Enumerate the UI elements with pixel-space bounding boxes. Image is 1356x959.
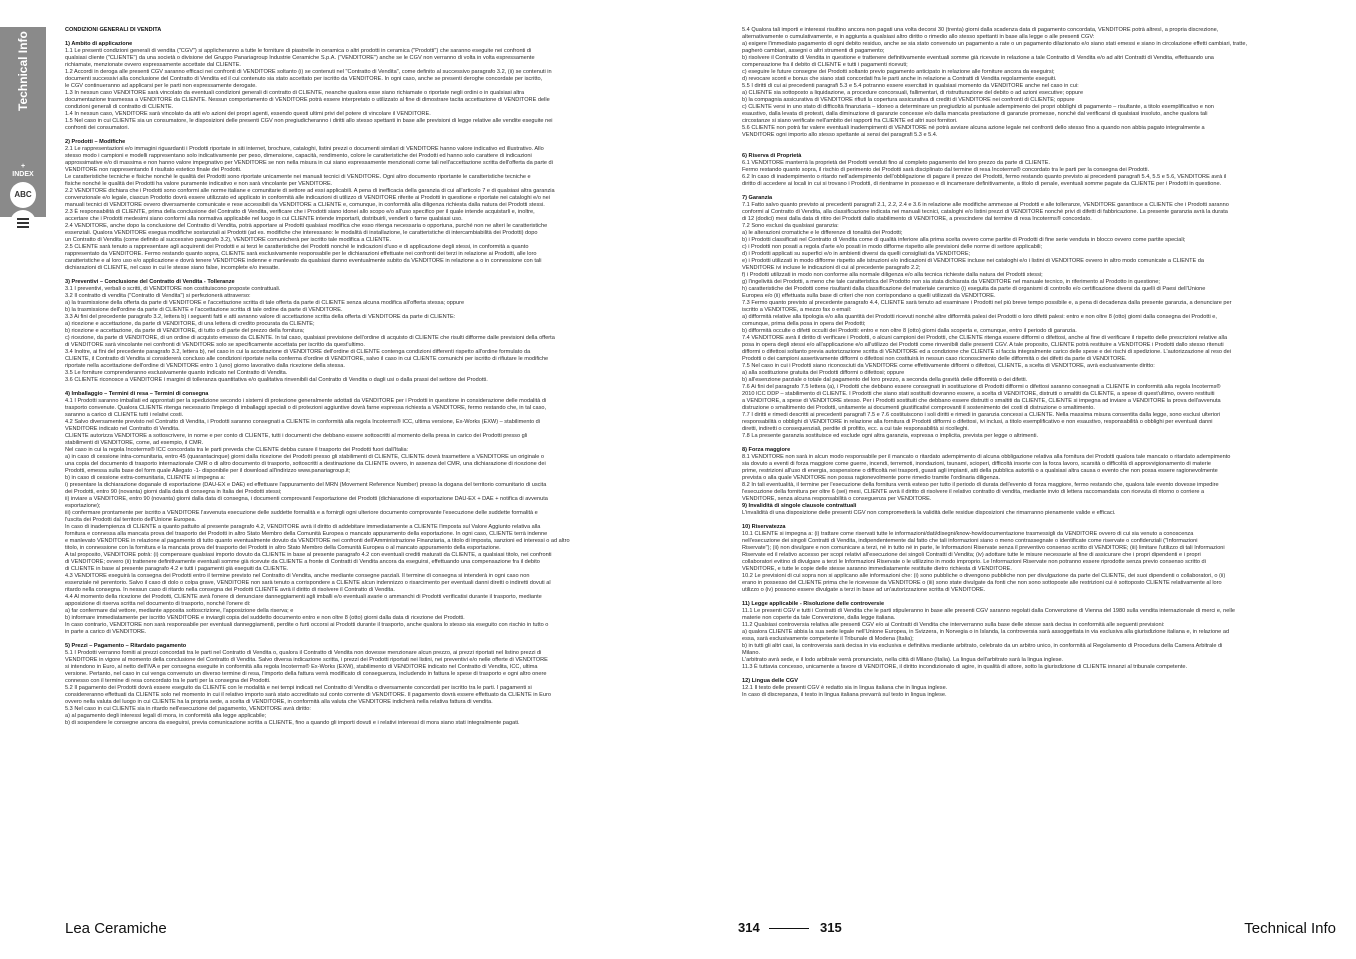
- body-line: 11.1 Le presenti CGV e tutti i Contratti di Vendita che le parti stipuleranno in base alle presenti CGV saranno regolati dalla Convenzione di Vienna del 1980 sulla vendita internazionale di merci e, nelle: [742, 608, 1235, 614]
- section-heading: 3) Preventivi – Conclusione del Contratto di Vendita - Tolleranze: [65, 279, 235, 285]
- body-line: 1.2 Accordi in deroga alle presenti CGV saranno efficaci nei confronti di VENDITORE soltanto (i) se contenuti nel "Contratto di Vendita", come definito al successivo paragrafo 3.2, (ii) se contenuti in: [65, 69, 552, 75]
- body-line: L'arbitrato avrà sede, e il lodo arbitrale verrà pronunciato, nella città di Milano (Italia). La lingua dell'arbitrato sarà la lingua inglese.: [742, 657, 1064, 663]
- body-line: b) difformità occulte o difetti occulti dei Prodotti: entro e non oltre 8 (otto) giorni dalla scoperta e, comunque, entro il periodo di garanzia.: [742, 328, 1077, 334]
- body-line: rappresentato da VENDITORE. Fermo restando quanto sopra, CLIENTE sarà esclusivamente responsabile per le dichiarazioni effettuate nei confronti dei terzi in relazione ai Prodotti, alle loro: [65, 251, 537, 257]
- body-line: utilizzo o (iv) possono essere divulgate a terzi in base ad un'autorizzazione scritta di VENDITORE.: [742, 587, 986, 593]
- body-line: c) ricezione, da parte di VENDITORE, di un ordine di acquisto emesso da CLIENTE. In tal caso, qualsiasi previsione dell'ordine di acquisto di CLIENTE che risulti difforme dalle previsioni della offerta: [65, 335, 555, 341]
- left-column-text: [65, 27, 655, 727]
- body-line: riportate nella accettazione dell'ordine di VENDITORE entro 1 (uno) giorno lavorativo dalla ricezione della stessa.: [65, 363, 345, 369]
- body-line: posa in opera degli stessi e/o all'applicazione e/o all'utilizzo dei Prodotti come rinvenibili dalle presenti CGV. A tale proposito, CLIENTE potrà restituire a VENDITORE i Prodotti dallo stesso ritenuti: [742, 342, 1224, 348]
- body-line: richiamate, menzionate ovvero espressamente accettate dal CLIENTE.: [65, 62, 241, 68]
- body-line: 5.6 CLIENTE non potrà far valere eventuali inadempimenti di VENDITORE né potrà avviare alcuna azione legale nei confronti dello stesso fino a quando non abbia pagato integralmente a: [742, 125, 1205, 131]
- body-line: 5.2 Il pagamento dei Prodotti dovrà essere eseguito da CLIENTE con le modalità e nei tempi indicati nel Contratto di Vendita o diversamente concordati per iscritto tra le parti. I pagamenti si: [65, 685, 532, 691]
- page-number-right: 315: [820, 920, 842, 935]
- body-line: di 12 (dodici) mesi dalla data di ritiro dei Prodotti dallo stabilimento di VENDITORE, a prescindere dal termine di resa Incoterms® concordato.: [742, 216, 1092, 222]
- body-line: una copia del documento di trasporto internazionale CMR o di altro documento di trasporto, sottoscritti a destinazione da CLIENTE ovvero, in assenza del CMR, una dichiarazione di ricezione dei: [65, 461, 546, 467]
- body-line: 7.4 VENDITORE avrà il diritto di verificare i Prodotti, o alcuni campioni dei Prodotti, che CLIENTE ritenga essere difformi o difettosi, anche al fine di verificare il rispetto delle prescrizioni relative alla: [742, 335, 1228, 341]
- body-line: di CLIENTE in base al presente paragrafo 4.2 e tutti i pagamenti già eseguiti da CLIENTE.: [65, 566, 289, 572]
- body-line: pagherò cambiari, assegni o altri strumenti di pagamento;: [742, 48, 885, 54]
- section-name: Technical Info: [1244, 920, 1336, 937]
- body-line: 8.2 In tali eventualità, il termine per l'esecuzione della fornitura verrà esteso per tutto il periodo di durata dell'evento di forza maggiore, fermo restando che, qualora tale evento dovesse impedire: [742, 482, 1219, 488]
- section-heading: 6) Riserva di Proprietà: [742, 153, 802, 159]
- body-line: f) i Prodotti utilizzati in modo non conforme alla normale diligenza e/o alla tecnica richieste dalla natura dei Prodotti stessi;: [742, 272, 1043, 278]
- body-line: b) di sospendere le consegne ancora da eseguirsi, previa comunicazione scritta a CLIENTE, fino a quando gli importi dovuti e i relativi interessi di mora siano stati integralmente pagati.: [65, 720, 520, 726]
- body-line: h) caratteristiche dei Prodotti come risultanti dalla classificazione del materiale ceramico (i) eseguita da parte di organismi di controllo e/o certificazione diversi da quelli di Paesi dell'Unione: [742, 286, 1206, 292]
- body-line: 1.1 Le presenti condizioni generali di vendita ("CGV") si applicheranno a tutte le forniture di piastrelle in ceramica o altri prodotti in ceramica ("Prodotti") che saranno eseguite nei confronti di: [65, 48, 532, 54]
- body-line: compensazione fra il debito di CLIENTE e tutti i pagamenti ricevuti;: [742, 62, 908, 68]
- body-line: un Contratto di Vendita (come definito al successivo paragrafo 3.2), VENDITORE comunicherà per iscritto tale modifica a CLIENTE.: [65, 237, 392, 243]
- body-line: 3.1 I preventivi, verbali o scritti, di VENDITORE non costituiscono proposte contrattuali.: [65, 286, 281, 292]
- body-line: ritardo nella consegna. In nessun caso di ritardo nella consegna dei Prodotti CLIENTE avrà il diritto di risolvere il Contratto di Vendita.: [65, 587, 395, 593]
- body-line: VENDITORE non rappresentando il risultato estetico finale dei Prodotti.: [65, 167, 242, 173]
- body-line: 12.1 Il testo delle presenti CGV è redatto sia in lingua italiana che in lingua inglese.: [742, 685, 948, 691]
- paragraph-spacer: [65, 34, 655, 41]
- body-line: L'invalidità di una disposizione delle presenti CGV non comprometterà la validità delle residue disposizioni che rimarranno pienamente valide e efficaci.: [742, 510, 1116, 516]
- body-line: l'esecuzione della fornitura per oltre 6 (sei) mesi, CLIENTE avrà il diritto di risolvere il relativo contratto di vendita, mediante invio di lettera raccomandata con ricevuta di ritorno o corriere a: [742, 489, 1205, 495]
- body-line: 5.5 I diritti di cui ai precedenti paragrafi 5.3 e 5.4 potranno essere esercitati in qualsiasi momento da VENDITORE anche nel caso in cui:: [742, 83, 1079, 89]
- body-line: erano in possesso del CLIENTE prima che le ricevesse da VENDITORE o (iii) sono state divulgate da fonti che non sono sottoposte alle restrizioni cui è sottoposto CLIENTE relativamente al loro: [742, 580, 1222, 586]
- body-line: diretti, indiretti o consequenziali, perdite di profitto, ecc. a cui tale responsabilità si ricolleghi.: [742, 426, 969, 432]
- body-line: iscritto a VENDITORE, a mezzo fax o email:: [742, 307, 852, 313]
- body-line: e manlevato VENDITORE in relazione al pagamento di tutto quanto eventualmente dovuto da VENDITORE nei confronti dell'Amministrazione Finanziaria, a titolo di imposta, sanzioni ed interessi o ad altro: [65, 538, 570, 544]
- section-heading: 2) Prodotti – Modifiche: [65, 139, 126, 145]
- body-line: caratteristiche e al loro uso e/o applicazione e dovrà tenere VENDITORE indenne e manlevato da qualsiasi danno eventualmente subito da VENDITORE in relazione a o in connessione con tali: [65, 258, 542, 264]
- body-line: d) revocare sconti e bonus che siano stati concordati fra le parti anche in relazione a Contratti di Vendita regolarmente eseguiti.: [742, 76, 1057, 82]
- body-line: 1.4 In nessun caso, VENDITORE sarà vincolato da atti e/o azioni dei propri agenti, essendo questi ultimi privi del potere di vincolare il VENDITORE.: [65, 111, 431, 117]
- body-line: esportazione);: [65, 503, 101, 509]
- body-line: di VENDITORE; ovvero (ii) trattenere definitivamente eventuali somme già ricevute da CLIENTE a fronte di Contratti di Vendita ancora da eseguirsi, effettuando una compensazione fra il debito: [65, 559, 540, 565]
- section-heading: 12) Lingua delle CGV: [742, 678, 798, 684]
- body-line: VENDITORE in vigore al momento della conclusione del Contratto di Vendita. Salvo diversa indicazione scritta, i prezzi dei Prodotti riportati nei listini, nei preventivi e/o nelle offerte di VENDITORE: [65, 657, 548, 663]
- body-line: 5.3 Nel caso in cui CLIENTE sia in ritardo nell'esecuzione del pagamento, VENDITORE avrà diritto:: [65, 706, 311, 712]
- body-line: b) all'esenzione parziale o totale dal pagamento del loro prezzo, a seconda della gravità delle difformità o dei difetti.: [742, 377, 1028, 383]
- section-heading: 8) Forza maggiore: [742, 447, 791, 453]
- body-line: 7.3 Fermo quanto previsto al precedente paragrafo 4.4, CLIENTE sarà tenuto ad esaminare i Prodotti nel più breve tempo possibile e, a pena di decadenza dalla presente garanzia, a denunciare per: [742, 300, 1232, 306]
- body-line: VENDITORE, senza alcuna responsabilità o conseguenza per VENDITORE.: [742, 496, 932, 502]
- paragraph-spacer: [742, 139, 1337, 146]
- body-line: Nel caso in cui la regola Incoterms® ICC concordata tra le parti preveda che CLIENTE debba curare il trasporto dei Prodotti fuori dall'Italia:: [65, 447, 409, 453]
- body-line: fisiche nonché le qualità dei Prodotti ha valore puramente indicativo e non sarà vincolante per VENDITORE.: [65, 181, 333, 187]
- body-line: b) informare immediatamente per iscritto VENDITORE e inviargli copia del suddetto documento entro e non oltre 8 (otto) giorni dalla data di ricezione dei Prodotti.: [65, 615, 465, 621]
- body-line: a VENDITORE, a spese di VENDITORE stesso. Per i Prodotti sostituiti che debbano essere distrutti o smaltiti da CLIENTE, CLIENTE si impegna ad inviare a VENDITORE la prova dell'avvenuta: [742, 398, 1221, 404]
- body-line: a) ricezione e accettazione, da parte di VENDITORE, di una lettera di credito procurata da CLIENTE;: [65, 321, 315, 327]
- body-line: 2.4 VENDITORE, anche dopo la conclusione del Contratto di Vendita, potrà apportare ai Prodotti qualsiasi modifica che esso ritenga necessaria o opportuna, purché non ne alteri le caratteristiche: [65, 223, 548, 229]
- body-line: CLIENTE, il Contratto di Vendita si considererà concluso alle condizioni riportate nella conferma d'ordine di VENDITORE, salvo il caso in cui CLIENTE comunichi per iscritto di rifiutare le modifiche: [65, 356, 549, 362]
- body-line: Prodotti, emessa sulla base del form quale Allegato -1- disponibile per il download all'indirizzo www.panariagroup.it;: [65, 468, 351, 474]
- body-line: b) la compagnia assicurativa di VENDITORE rifiuti la copertura assicurativa di crediti di VENDITORE nei confronti di CLIENTE; oppure: [742, 97, 1075, 103]
- body-line: ovvero nella valuta del luogo in cui CLIENTE ha la propria sede, a scelta di VENDITORE, in conformità alla valuta che VENDITORE indicherà nella relativa fattura di vendita.: [65, 699, 493, 705]
- body-line: approssimative e/o di massima e non hanno valore impegnativo per VENDITORE se non nella misura in cui siano espressamente menzionati come tali nell'accettazione scritta dell'offerta da parte di: [65, 160, 553, 166]
- body-line: 2.2 VENDITORE dichiara che i Prodotti sono conformi alle norme italiane e comunitarie di settore ad essi applicabili. A pena di inefficacia della garanzia di cui all'articolo 7 e di qualsiasi altra garanzia: [65, 188, 555, 194]
- body-line: alternativamente o cumulativamente, e in aggiunta a qualsiasi altro diritto o rimedio allo stesso spettanti in base alla legge o alle presenti CGV:: [742, 34, 1095, 40]
- page-number-left: 314: [738, 920, 760, 935]
- body-line: VENDITORE ivi incluse le indicazioni di cui al precedente paragrafo 2.2;: [742, 265, 921, 271]
- body-line: 8.1 VENDITORE non sarà in alcun modo responsabile per il mancato o ritardato adempimento di alcuna obbligazione relativa alla fornitura dei Prodotti qualora tale mancato o ritardato adempimento: [742, 454, 1231, 460]
- body-line: 7.1 Fatto salvo quanto previsto ai precedenti paragrafi 2.1, 2.2, 2.4 e 3.6 in relazione alle modifiche ammesse ai Prodotti e alle tolleranze, VENDITORE garantisce a CLIENTE che i Prodotti saranno: [742, 202, 1229, 208]
- section-heading: 4) Imballaggio – Termini di resa – Termini di consegna: [65, 391, 209, 397]
- body-line: dei Prodotti, entro 90 (novanta) giorni dalla data di consegna in Italia dei Prodotti stessi;: [65, 489, 282, 495]
- body-line: conformi al Contratto di Vendita, alla classificazione indicata nei manuali tecnici, cataloghi e/o listini prezzi di VENDITORE nonché privi di difetti di fabbricazione. La presente garanzia avrà la durata: [742, 209, 1228, 215]
- section-heading: 9) Invalidità di singole clausole contrattuali: [742, 503, 857, 509]
- body-line: versione. Pertanto, nel caso in cui venga convenuto un diverso termine di resa, l'importo della fattura verrà modificato di conseguenza, includendo in fattura le spese di trasporto e ogni altro onere: [65, 671, 547, 677]
- body-line: VENDITORE, e tutte le copie delle stesse saranno immediatamente restituite dietro richiesta di VENDITORE.: [742, 566, 1012, 572]
- body-line: 1.5 Nel caso in cui CLIENTE sia un consumatore, le disposizioni delle presenti CGV non pregiudicheranno i diritti allo stesso spettanti in base alle previsioni di legge relative alle vendite eseguite nei: [65, 118, 553, 124]
- body-line: 7.8 La presente garanzia sostituisce ed esclude ogni altra garanzia, espressa o implicita, prevista per legge o altrimenti.: [742, 433, 1039, 439]
- body-line: a) alla sostituzione gratuita dei Prodotti difformi o difettosi; oppure: [742, 370, 905, 376]
- brand-name: Lea Ceramiche: [65, 920, 167, 937]
- body-line: g) l'ingelività dei Prodotti, a meno che tale caratteristica del Prodotto non sia stata dichiarata da VENDITORE nel manuale tecnico, in riferimento al Prodotto in questione;: [742, 279, 1160, 285]
- technical-info-tab: [0, 27, 46, 217]
- paragraph-spacer: [742, 440, 1337, 447]
- menu-button[interactable]: [10, 210, 36, 236]
- body-line: 5.1 I Prodotti verranno forniti ai prezzi concordati tra le parti nel Contratto di Vendita o, qualora il Contratto di Vendita non dovesse menzionare alcun prezzo, ai prezzi riportati nel listino prezzi di: [65, 650, 542, 656]
- body-line: 2.5 CLIENTE sarà tenuto a rappresentare agli acquirenti dei Prodotti e ai terzi le caratteristiche dei Prodotti nonché le indicazioni d'uso e di applicazione degli stessi, in conformità a quanto: [65, 244, 529, 250]
- body-line: Europea e/o (ii) effettuata sulla base di criteri che non corrispondano a quelli utilizzati da VENDITORE.: [742, 293, 996, 299]
- body-line: prevista o alla quale VENDITORE non possa ragionevolmente porre rimedio tramite l'ordinaria diligenza.: [742, 475, 1001, 481]
- section-heading: 7) Garanzia: [742, 195, 773, 201]
- body-line: 6.2 In caso di inadempimento o ritardo nell'adempimento dell'obbligazione di pagare il prezzo dei Prodotti, fermo restando quanto previsto ai precedenti paragrafi 5.4, 5.5 e 5.6, VENDITORE avrà il: [742, 174, 1227, 180]
- body-line: 4.4 Al momento della ricezione dei Prodotti, CLIENTE avrà l'onere di denunciare danneggiamenti agli imballi e/o eventuali avarie o ammanchi di Prodotti verificatisi durante il trasporto, mediante: [65, 594, 542, 600]
- body-line: a) difformità relative alla tipologia e/o alla quantità dei Prodotti ricevuti nonché altre difformità palesi dei Prodotti o loro difetti palesi: entro e non oltre 8 (otto) giorni dalla consegna dei Prodotti e,: [742, 314, 1217, 320]
- section-heading: 11) Legge applicabile - Risoluzione delle controversie: [742, 601, 885, 607]
- body-line: nell'esecuzione dei singoli Contratti di Vendita, indipendentemente dal fatto che tali informazioni siano o meno contrassegnate o identificate come riservate o confidenziali ("Informazioni: [742, 538, 1198, 544]
- body-line: In caso di inadempienza di CLIENTE a quanto pattuito al presente paragrafo 4.2, VENDITORE avrà il diritto di addebitare immediatamente a CLIENTE l'imposta sul Valore Aggiunto relativa alla: [65, 524, 541, 530]
- body-line: documenti successivi alla conclusione del Contratto di Vendita ed il cui contenuto sia stato accettato per iscritto da VENDITORE. In ogni caso, anche se presenti deroghe concordate per iscritto,: [65, 76, 543, 82]
- body-line: 1.3 In nessun caso VENDITORE sarà vincolato da eventuali condizioni generali di contratto di CLIENTE, neanche qualora esse siano richiamate o riportate negli ordini o in qualsiasi altra: [65, 90, 525, 96]
- body-line: 11.2 Qualsiasi controversia relativa alle presenti CGV e/o ai Contratti di Vendita che interverranno sulla base delle stesse sarà decisa in conformità alle seguenti previsioni:: [742, 622, 1165, 628]
- body-line: essa, sarà esclusivamente competente il Tribunale di Modena (Italia);: [742, 636, 914, 642]
- body-line: 7.6 Ai fini del paragrafo 7.5 lettera (a), i Prodotti che debbano essere consegnati in sostituzione di Prodotti difformi o difettosi saranno consegnati a CLIENTE in conformità alla regola Incoterms®: [742, 384, 1221, 390]
- body-line: 7.5 Nel caso in cui i Prodotti siano riconosciuti da VENDITORE come effettivamente difformi o difettosi, CLIENTE, a scelta di VENDITORE, avrà esclusivamente diritto:: [742, 363, 1155, 369]
- body-line: titolo, in connessione con la fornitura e la mancata prova del trasporto dei Prodotti in altro Stato Membro della Comunità Europea o al mancato appuramento della esportazione.: [65, 545, 501, 551]
- body-line: 4.1 I Prodotti saranno imballati ed approntati per la spedizione secondo i sistemi di protezione generalmente adottati da VENDITORE per i Prodotti in questione in considerazione delle modalità di: [65, 398, 547, 404]
- body-line: prime, restrizioni all'uso di energia, sospensione o difficoltà nei trasporti, guasti agli impianti, atti della pubblica autorità o a qualsiasi altra causa o evento che non possa essere ragionevolmente: [742, 468, 1218, 474]
- body-line: b) la trasmissione dell'ordine da parte di CLIENTE e l'accettazione scritta di tale ordine da parte di VENDITORE.: [65, 307, 343, 313]
- body-line: apposizione di riserva scritta nel documento di trasporto, nonché l'onere di:: [65, 601, 251, 607]
- body-line: Riservate"); (ii) non divulgare e non comunicare a terzi, né in tutto né in parte, le Informazioni Riservate senza il preventivo consenso scritto di VENDITORE; (iii) limitare l'utilizzo di tali Informazioni: [742, 545, 1225, 551]
- body-line: considereranno effettuati da CLIENTE solo nel momento in cui il relativo importo sarà stato accreditato sul conto corrente di VENDITORE. Il pagamento dovrà essere effettuato da CLIENTE in Euro: [65, 692, 551, 698]
- body-line: 2.1 Le rappresentazioni e/o immagini riguardanti i Prodotti riportate in siti internet, brochure, cataloghi, listini prezzi o documenti similari di VENDITORE hanno valore indicativo ed illustrativo. Allo: [65, 146, 544, 152]
- body-line: d) i Prodotti applicati su superfici e/o in ambienti diversi da quelli consigliati da VENDITORE;: [742, 251, 971, 257]
- body-line: documentazione trasmessa a VENDITORE da CLIENTE. Nessun comportamento di VENDITORE potrà essere interpretato o utilizzato al fine di dimostrare tacita accettazione di VENDITORE delle: [65, 97, 550, 103]
- body-line: Le caratteristiche tecniche e fisiche nonché le qualità dei Prodotti sono riportate unicamente nei manuali tecnici di VENDITORE. Ogni altro documento riportante le caratteristiche tecniche e: [65, 174, 531, 180]
- body-line: 3.6 CLIENTE riconosce a VENDITORE i margini di tolleranza quantitativa e/o qualitativa rinvenibili dal Contratto di Vendita o dagli usi o dalla prassi del settore dei Prodotti.: [65, 377, 488, 383]
- paragraph-spacer: [742, 671, 1337, 678]
- body-line: manuali tecnici di VENDITORE ovvero diversamente comunicate e rese accessibili da VENDITORE a CLIENTE e, comunque, in conformità alla diligenza richiesta dalla natura dei Prodotti stessi.: [65, 202, 545, 208]
- body-line: ii) inviare a VENDITORE, entro 90 (novanta) giorni dalla data di consegna, i documenti comprovanti l'esportazione dei Prodotti (dichiarazione di esportazione DAU-EX + DAE + notifica di avvenuta: [65, 496, 548, 502]
- body-line: b) i Prodotti classificati nel Contratto di Vendita come di qualità inferiore alla prima scelta ovvero come partite di Prodotti di fine serie venduta in blocco ovvero come partite speciali;: [742, 237, 1186, 243]
- body-line: a) la trasmissione della offerta da parte di VENDITORE e l'accettazione scritta di tale offerta da parte di CLIENTE senza alcuna modifica all'offerta stessa; oppure: [65, 300, 465, 306]
- body-line: Riservate ed il relativo accesso per scopi relativi all'esecuzione dei singoli Contratti di Vendita; (iv) adottare tutte le misure necessarie al fine di assicurare che i propri dipendenti e i propri: [742, 552, 1201, 558]
- body-line: esaustivo, dalla levata di protesti, dalla diminuzione di garanzie concesse e/o dalla mancata prestazione di garanzie promesse, nonché dal verificarsi di qualsiasi insoluto, anche qualora tali: [742, 111, 1208, 117]
- body-line: convenzionale e/o legale, ciascun Prodotto dovrà essere utilizzato ed applicato in conformità alle indicazioni di utilizzo di VENDITORE riferite ai Prodotti in questione e riportate nei cataloghi e/o nei: [65, 195, 550, 201]
- body-line: iii) confermare prontamente per iscritto a VENDITORE l'avvenuta esecuzione delle suddette formalità e a fornirgli ogni ulteriore documento comprovante l'esecuzione delle suddette formalità e: [65, 510, 538, 516]
- body-line: 4.2 Salvo diversamente previsto nel Contratto di Vendita, i Prodotti saranno consegnati a CLIENTE in conformità alla regola Incoterms® ICC, ultima versione, Ex-Works (EXW) – stabilimento di: [65, 419, 541, 425]
- body-line: confronti dei consumatori.: [65, 125, 130, 131]
- body-line: b) in tutti gli altri casi, la controversia sarà decisa in via esclusiva e definitiva mediante arbitrato, celebrato da un arbitro unico, in conformità al Regolamento di Procedura della Camera Arbitrale di: [742, 643, 1223, 649]
- body-line: VENDITORE ogni importo allo stesso spettante ai sensi dei paragrafi 5.3 e 5.4.: [742, 132, 938, 138]
- body-line: Prodotti o dei campioni assertivamente difformi o difettosi non costituirà in nessun caso riconoscimento delle difformità o dei difetti da parte di VENDITORE.: [742, 356, 1127, 362]
- body-line: b) risolvere il Contratto di Vendita in questione e trattenere definitivamente eventuali somme già ricevute in relazione a tale Contratto di Vendita e/o ad altri Contratti di Vendita, effettuando una: [742, 55, 1214, 61]
- body-line: 7.2 Sono esclusi da qualsiasi garanzia:: [742, 223, 839, 229]
- body-line: 4.3 VENDITORE eseguirà la consegna dei Prodotti entro il termine previsto nel Contratto di Vendita, anche mediante consegne parziali. Il termine di consegna si intenderà in ogni caso non: [65, 573, 530, 579]
- paragraph-spacer: [65, 636, 655, 643]
- body-line: c) eseguire le future consegne dei Prodotti soltanto previo pagamento anticipato in relazione alle forniture ancora da eseguirsi;: [742, 69, 1055, 75]
- body-line: fornitura e connessa alla mancata prova del trasporto dei Prodotti in altro Stato Membro della Comunità Europea o mancato appuramento della esportazione. In ogni caso, CLIENTE terrà indenne: [65, 531, 548, 537]
- body-line: a) le alterazioni cromatiche e le differenze di tonalità dei Prodotti;: [742, 230, 903, 236]
- body-line: 7.7 I diritti e rimedi descritti ai precedenti paragrafi 7.5 e 7.6 costituiscono i soli diritti e rimedi in garanzia concessi a CLIENTE. Nella massima misura consentita dalla legge, sono esclusi ulteriori: [742, 412, 1221, 418]
- body-line: saranno a carico di CLIENTE tutti i relativi costi.: [65, 412, 184, 418]
- page-number-divider: [769, 928, 809, 929]
- body-line: qualsiasi cliente ("CLIENTE") da una società o divisione del Gruppo Panariagroup Industrie Ceramiche S.p.A. ("VENDITORE") anche se le CGV non verranno di volta in volta espressamente: [65, 55, 535, 61]
- body-line: c) CLIENTE versi in uno stato di difficoltà finanziaria – idoneo a determinare un pregiudizio al puntuale adempimento dei propri obblighi di pagamento – risultante, a titolo esemplificativo e non: [742, 104, 1214, 110]
- section-heading: 10) Riservatezza: [742, 524, 786, 530]
- body-line: 3.4 Inoltre, ai fini del precedente paragrafo 3.2, lettera b), nel caso in cui la accettazione di VENDITORE dell'ordine di CLIENTE contenga condizioni differenti rispetto all'ordine formulato da: [65, 349, 531, 355]
- body-line: a) far confermare dal vettore, mediante apposita sottoscrizione, l'apposizione della riserva; e: [65, 608, 294, 614]
- index-text: INDEX: [12, 171, 34, 178]
- body-line: 11.3 È tuttavia concesso, unicamente a favore di VENDITORE, il diritto incondizionato di agire, in qualità di attore, sotto la giurisdizione di CLIENTE innanzi al tribunale competente.: [742, 664, 1188, 670]
- paragraph-spacer: [742, 146, 1337, 153]
- body-line: Milano.: [742, 650, 761, 656]
- paragraph-spacer: [65, 132, 655, 139]
- body-line: e) i Prodotti utilizzati in modo difforme rispetto alle istruzioni e/o indicazioni di VENDITORE incluse nei cataloghi e/o i listini di VENDITORE ovvero in altro modo comunicate a CLIENTE da: [742, 258, 1205, 264]
- body-line: a) esigere l'immediato pagamento di ogni debito residuo, anche se sia stato convenuto un pagamento a rate o un pagamento dilazionato e/o siano stati emessi e siano in circolazione effetti cambiari, tratte,: [742, 41, 1248, 47]
- body-line: distruzione o smaltimento dei Prodotti, unitamente ai documenti giustificativi comprovanti il sostenimento dei costi di distruzione o smaltimento.: [742, 405, 1095, 411]
- body-line: a) qualora CLIENTE abbia la sua sede legale nell'Unione Europea, in Svizzera, in Norvegia o in Islanda, la controversia sarà assoggettata in via esclusiva alla giurisdizione italiana e, in relazione ad: [742, 629, 1230, 635]
- paragraph-spacer: [65, 384, 655, 391]
- body-line: materie non coperte da tale Convenzione, dalla legge italiana.: [742, 615, 896, 621]
- body-line: i) presentare la dichiarazione doganale di esportazione (DAU-EX e DAE) ed effettuare l'appuramento del MRN (Movement Reference Number) presso la dogana del territorio comunitario di uscita: [65, 482, 547, 488]
- body-line: c) i Prodotti non posati a regola d'arte e/o posati in modo difforme rispetto alle previsioni delle norme di settore applicabili;: [742, 244, 1043, 250]
- body-line: responsabilità o obblighi di VENDITORE in relazione alla fornitura di Prodotti difformi o difettosi, ivi inclusi, a titolo esemplificativo e non esaustivo, responsabilità o obblighi per eventuali danni: [742, 419, 1213, 425]
- body-line: essenziale né perentorio. Salvo il caso di dolo o colpa grave, VENDITORE non sarà tenuto a corrispondere a CLIENTE alcun indennizzo o risarcimento per eventuali danni diretti o indiretti dovuti al: [65, 580, 551, 586]
- body-line: trasporto convenute. Qualora CLIENTE ritenga necessario l'impiego di imballaggi speciali o di protezioni aggiuntive dovrà farne espressa richiesta a VENDITORE, fermo restando che, in tal caso,: [65, 405, 547, 411]
- body-line: in parte a carico di VENDITORE.: [65, 629, 147, 635]
- body-line: si intendono in Euro, al netto dell'IVA e per consegna eseguite in conformità alla regola Incoterms® Ex-Works (EXW), stabilimento di VENDITORE indicato nel Contratto di Vendita, ICC, ultima: [65, 664, 538, 670]
- body-line: stesso modo i campioni e modelli rappresentano solo indicativamente per peso, dimensione, capacità, rendimento, colore le caratteristiche dei Prodotti ed hanno solo carattere di indicazioni: [65, 153, 532, 159]
- body-line: 10.1 CLIENTE si impegna a: (i) trattare come riservati tutte le informazioni/dati/disegni/know-how/documentazione trasmessigli da VENDITORE ovvero di cui sia venuto a conoscenza: [742, 531, 1194, 537]
- technical-info-vertical-title: Technical Info: [16, 31, 30, 111]
- body-line: 3.2 Il contratto di vendita ("Contratto di Vendita") si perfezionerà attraverso:: [65, 293, 251, 299]
- paragraph-spacer: [742, 188, 1337, 195]
- body-line: l'uscita dei Prodotti dal territorio dell'Unione Europea.: [65, 517, 197, 523]
- index-plus: +: [20, 163, 26, 170]
- body-line: CLIENTE autorizza VENDITORE a sottoscrivere, in nome e per conto di CLIENTE, tutti i documenti che debbano essere sottoscritti al momento della presa in carico dei Prodotti presso gli: [65, 433, 528, 439]
- body-line: 2010 ICC DDP – stabilimento di CLIENTE. I Prodotti che siano stati sostituiti dovranno essere, a scelta di VENDITORE, distrutti o smaltiti da CLIENTE, a spese di quest'ultimo, ovvero restituiti: [742, 391, 1215, 397]
- body-line: 10.2 Le previsioni di cui sopra non si applicano alle informazioni che: (i) sono pubbliche o divengono pubbliche non per divulgazione da parte del CLIENTE, dei suoi dipendenti o collaboratori, o (ii): [742, 573, 1226, 579]
- body-line: collaboratori evitino di divulgare a terzi le Informazioni Riservate o le utilizzino in modo improprio. Le Informazioni Riservate non potranno essere riprodotte senza previo consenso scritto di: [742, 559, 1206, 565]
- body-line: In caso contrario, VENDITORE non sarà responsabile per eventuali danneggiamenti, perdite o furti occorsi ai Prodotti durante il trasporto, anche qualora lo stesso sia eseguito con rischio in tutto o: [65, 622, 549, 628]
- body-line: accertare che i Prodotti medesimi siano conformi alla normativa applicabile nel luogo in cui CLIENTE intende importarli, distribuirli, venderli o farne qualsiasi uso.: [65, 216, 463, 222]
- body-line: a) al pagamento degli interessi legali di mora, in conformità alla legge applicabile;: [65, 713, 267, 719]
- body-line: 6.1 VENDITORE manterrà la proprietà dei Prodotti venduti fino al completo pagamento del loro prezzo da parte di CLIENTE.: [742, 160, 1051, 166]
- body-line: essenziali. Qualora VENDITORE esegua modifiche sostanziali ai Prodotti (ad es. modifiche che interessano: le modalità di installazione, le caratteristiche di intercambiabilità dei Prodotti) dopo: [65, 230, 538, 236]
- body-line: In caso di discrepanza, il testo in lingua italiana prevarrà sul testo in lingua inglese.: [742, 692, 947, 698]
- body-line: diritto di accedere ai locali in cui si trovano i Prodotti, di rientrarne in possesso e di incamerare definitivamente, a titolo di penale, eventuali somme pagate da CLIENTE per i Prodotti in questione.: [742, 181, 1222, 187]
- section-heading: 5) Prezzi – Pagamento – Ritardato pagamento: [65, 643, 187, 649]
- body-line: 2.3 È responsabilità di CLIENTE, prima della conclusione del Contratto di Vendita, verificare che i Prodotti siano idonei allo scopo e/o all'uso specifico per il quale intende acquistarli e, inoltre,: [65, 209, 535, 215]
- body-line: A tal proposito, VENDITORE potrà: (i) compensare qualsiasi importo dovuto da CLIENTE in base al presente paragrafo 4.2 con eventuali crediti maturati da CLIENTE, a qualsiasi titolo, nei confronti: [65, 552, 552, 558]
- body-line: dichiarazioni di CLIENTE, nel caso in cui le stesse siano false, incomplete e/o inesatte.: [65, 265, 280, 271]
- index-label[interactable]: [0, 163, 46, 179]
- body-line: VENDITORE indicato nel Contratto di Vendita.: [65, 426, 180, 432]
- body-line: comunque, prima della posa in opera dei Prodotti;: [742, 321, 866, 327]
- abc-index-button[interactable]: ABC: [10, 182, 36, 208]
- body-line: circostanze si siano verificate nell'ambito dei rapporti fra CLIENTE ed altri suoi fornitori.: [742, 118, 958, 124]
- paragraph-spacer: [65, 272, 655, 279]
- menu-icon: [17, 216, 29, 230]
- body-line: di VENDITORE sarà vincolante nei confronti di VENDITORE solo se specificamente accettata per iscritto da quest'ultimo.: [65, 342, 365, 348]
- body-line: 3.3 Ai fini del precedente paragrafo 3.2, lettera b) i seguenti fatti e atti avranno valore di accettazione scritta della offerta di VENDITORE da parte di CLIENTE:: [65, 314, 456, 320]
- body-line: 3.5 Le forniture comprenderanno esclusivamente quanto indicato nel Contratto di Vendita.: [65, 370, 288, 376]
- body-line: connesso con il termine di resa concordato tra le parti per la consegna dei Prodotti.: [65, 678, 271, 684]
- body-line: difformi o difettosi soltanto previa autorizzazione scritta di VENDITORE ed a condizione che CLIENTE si faccia integralmente carico delle spese e dei rischi di spedizione. L'autorizzazione al reso dei: [742, 349, 1232, 355]
- body-line: le CGV continueranno ad applicarsi per le parti non espressamente derogate.: [65, 83, 257, 89]
- section-heading: CONDIZIONI GENERALI DI VENDITA: [65, 27, 162, 33]
- paragraph-spacer: [742, 517, 1337, 524]
- paragraph-spacer: [742, 594, 1337, 601]
- body-line: stabilimenti di VENDITORE, come, ad esempio, il CMR.: [65, 440, 204, 446]
- body-line: 5.4 Qualora tali importi e interessi risultino ancora non pagati una volta decorsi 30 (trenta) giorni dalla scadenza data di pagamento concordata, VENDITORE potrà altresì, a propria discrezione,: [742, 27, 1219, 33]
- body-line: condizioni generali di contratto di CLIENTE.: [65, 104, 174, 110]
- body-line: a) in caso di cessione intra-comunitaria, entro 45 (quarantacinque) giorni dalla ricezione dei Prodotti presso gli stabilimenti di CLIENTE, CLIENTE dovrà trasmettere a VENDITORE un originale o: [65, 454, 545, 460]
- body-line: b) in caso di cessione extra-comunitaria, CLIENTE si impegna a:: [65, 475, 226, 481]
- body-line: sia dovuto a eventi di forza maggiore come guerre, incendi, terremoti, inondazioni, tsunami, scioperi, difficoltà insorte con la forza lavoro, scarsità o difficoltà di approvvigionamento di materie: [742, 461, 1211, 467]
- section-heading: 1) Ambito di applicazione: [65, 41, 133, 47]
- body-line: Fermo restando quanto sopra, il rischio di perimento dei Prodotti sarà disciplinato dal termine di resa Incoterms® concordato tra le parti per la consegna dei Prodotti.: [742, 167, 1150, 173]
- body-line: a) CLIENTE sia sottoposto a liquidazione, a procedure concorsuali, fallimentari, di ristrutturazione del debito o ad azioni esecutive; oppure: [742, 90, 1084, 96]
- body-line: b) ricezione e accettazione, da parte di VENDITORE, di tutto o di parte del prezzo della fornitura;: [65, 328, 305, 334]
- right-column-text: [742, 27, 1337, 699]
